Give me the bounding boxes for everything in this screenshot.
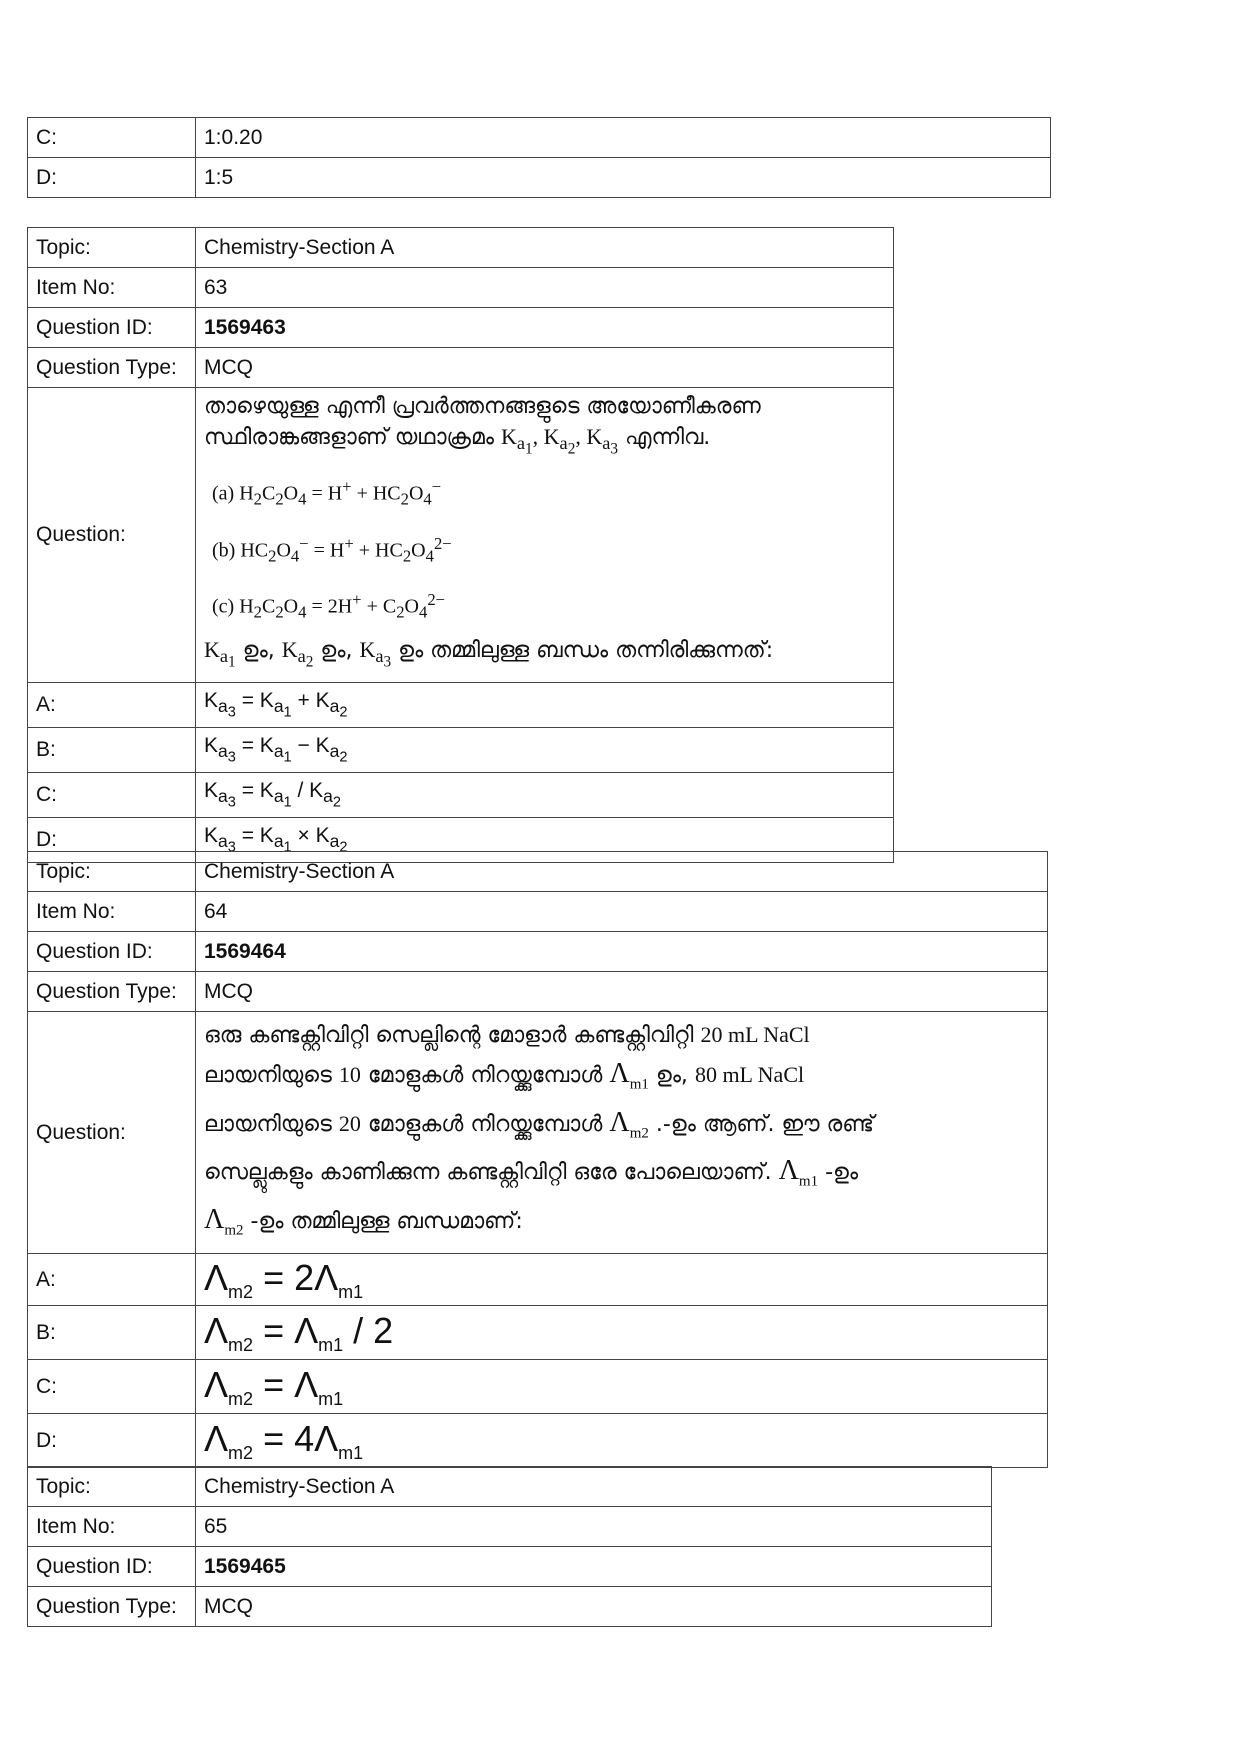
ka-list: $K_{a_1}$, $K_{a_2}$, $K_{a_3}$ [500,424,618,459]
option-d-value: 1:5 [196,158,1051,198]
question-type-label: Question Type: [28,972,196,1012]
question-id-label: Question ID: [28,308,196,348]
option-d-value: $\Lambda_{m2} = 4\Lambda_{m1}$ [196,1414,1048,1468]
question-label: Question: [28,1012,196,1254]
reaction-c-label: (c) [212,596,235,619]
item-no-label: Item No: [28,268,196,308]
reaction-b: (b) $HC_2O_4^- = H^+ + HC_2O_4^{2-}$ [212,533,452,566]
option-c-label: C: [28,1360,196,1414]
question-id-label: Question ID: [28,1547,196,1587]
option-c-value: 1:0.20 [196,118,1051,158]
option-c-value: $\Lambda_{m2} = \Lambda_{m1}$ [196,1360,1048,1414]
topic-value: Chemistry-Section A [196,852,1048,892]
item-no-value: 63 [196,268,894,308]
reaction-c: (c) $H_2C_2O_4 = 2H^+ + C_2O_4^{2-}$ [212,590,446,623]
option-a-value: $\Lambda_{m2} = 2\Lambda_{m1}$ [196,1254,1048,1306]
question-intro-text: താഴെയുള്ള എന്നീ പ്രവർത്തനങ്ങളുടെ അയോണീകരണ സ്ഥിരാങ്കങ്ങളാണ് യഥാക്രമം [204,394,761,450]
option-c-label: C: [28,118,196,158]
reaction-b-label: (b) [212,539,236,562]
question-outro-text: തമ്മിലുള്ള ബന്ധം തന്നിരിക്കുന്നത്: [430,638,774,664]
option-d-label: D: [28,1414,196,1468]
topic-label: Topic: [28,1467,196,1507]
question-intro-tail: എന്നിവ. [625,425,711,450]
question-line-2: ലായനിയുടെ 10 മോളുകൾ നിറയ്ക്കുമ്പോൾ $\Lambda_{m1}$ ഉം, 80 mL NaCl [204,1058,805,1093]
question-type-value: MCQ [196,1587,992,1627]
question-body [196,1012,1048,1254]
question-63-table [27,227,894,863]
question-type-value: MCQ [196,972,1048,1012]
question-id-value: 1569464 [196,932,1048,972]
option-d-label: D: [28,818,196,863]
question-type-label: Question Type: [28,348,196,388]
question-line-1: ഒരു കണ്ടക്റ്റിവിറ്റി സെല്ലിന്റെ മോളാർ കണ്ടക്റ്റിവിറ്റി 20 mL NaCl [204,1022,810,1048]
question-body [196,388,894,683]
item-no-value: 65 [196,1507,992,1547]
option-c-value: $K_{a_3} = K_{a_1} / K_{a_2}$ [196,773,894,818]
question-line-5: $\Lambda_{m2}$ -ഉം തമ്മിലുള്ള ബന്ധമാണ്: [204,1203,523,1239]
option-d-value: $K_{a_3} = K_{a_1} \times K_{a_2}$ [196,818,894,863]
reaction-a: (a) $H_2C_2O_4 = H^+ + HC_2O_4^-$ [212,477,442,509]
item-no-label: Item No: [28,1507,196,1547]
question-64-table [27,851,1048,1468]
option-a-label: A: [28,683,196,728]
question-line-4: സെല്ലുകളും കാണിക്കുന്ന കണ്ടക്റ്റിവിറ്റി ഒരേ പോലെയാണ്. $\Lambda_{m1}$ -ഉം [204,1155,859,1190]
item-no-label: Item No: [28,892,196,932]
option-b-value: $K_{a_3} = K_{a_1} - K_{a_2}$ [196,728,894,773]
option-b-value: $\Lambda_{m2} = \Lambda_{m1} / 2$ [196,1306,1048,1360]
question-type-value: MCQ [196,348,894,388]
item-no-value: 64 [196,892,1048,932]
question-label: Question: [28,388,196,683]
option-c-label: C: [28,773,196,818]
topic-label: Topic: [28,852,196,892]
question-intro [204,392,885,465]
reaction-a-label: (a) [212,482,235,505]
question-line-3: ലായനിയുടെ 20 മോളുകൾ നിറയ്ക്കുമ്പോൾ $\Lambda_{m2}$ .-ഉം ആണ്. ഈ രണ്ട് [204,1106,875,1142]
option-d-label: D: [28,158,196,198]
option-a-label: A: [28,1254,196,1306]
question-id-label: Question ID: [28,932,196,972]
option-a-value: $K_{a_3} = K_{a_1} + K_{a_2}$ [196,683,894,728]
option-b-label: B: [28,1306,196,1360]
prev-question-table [27,117,1051,198]
topic-label: Topic: [28,228,196,268]
question-outro: $K_{a_1}$ ഉം, $K_{a_2}$ ഉം, $K_{a_3}$ ഉം തമ്മിലുള്ള ബന്ധം തന്നിരിക്കുന്നത്: [204,637,774,672]
topic-value: Chemistry-Section A [196,228,894,268]
question-id-value: 1569465 [196,1547,992,1587]
question-type-label: Question Type: [28,1587,196,1627]
option-b-label: B: [28,728,196,773]
question-id-value: 1569463 [196,308,894,348]
topic-value: Chemistry-Section A [196,1467,992,1507]
question-65-table [27,1466,992,1627]
